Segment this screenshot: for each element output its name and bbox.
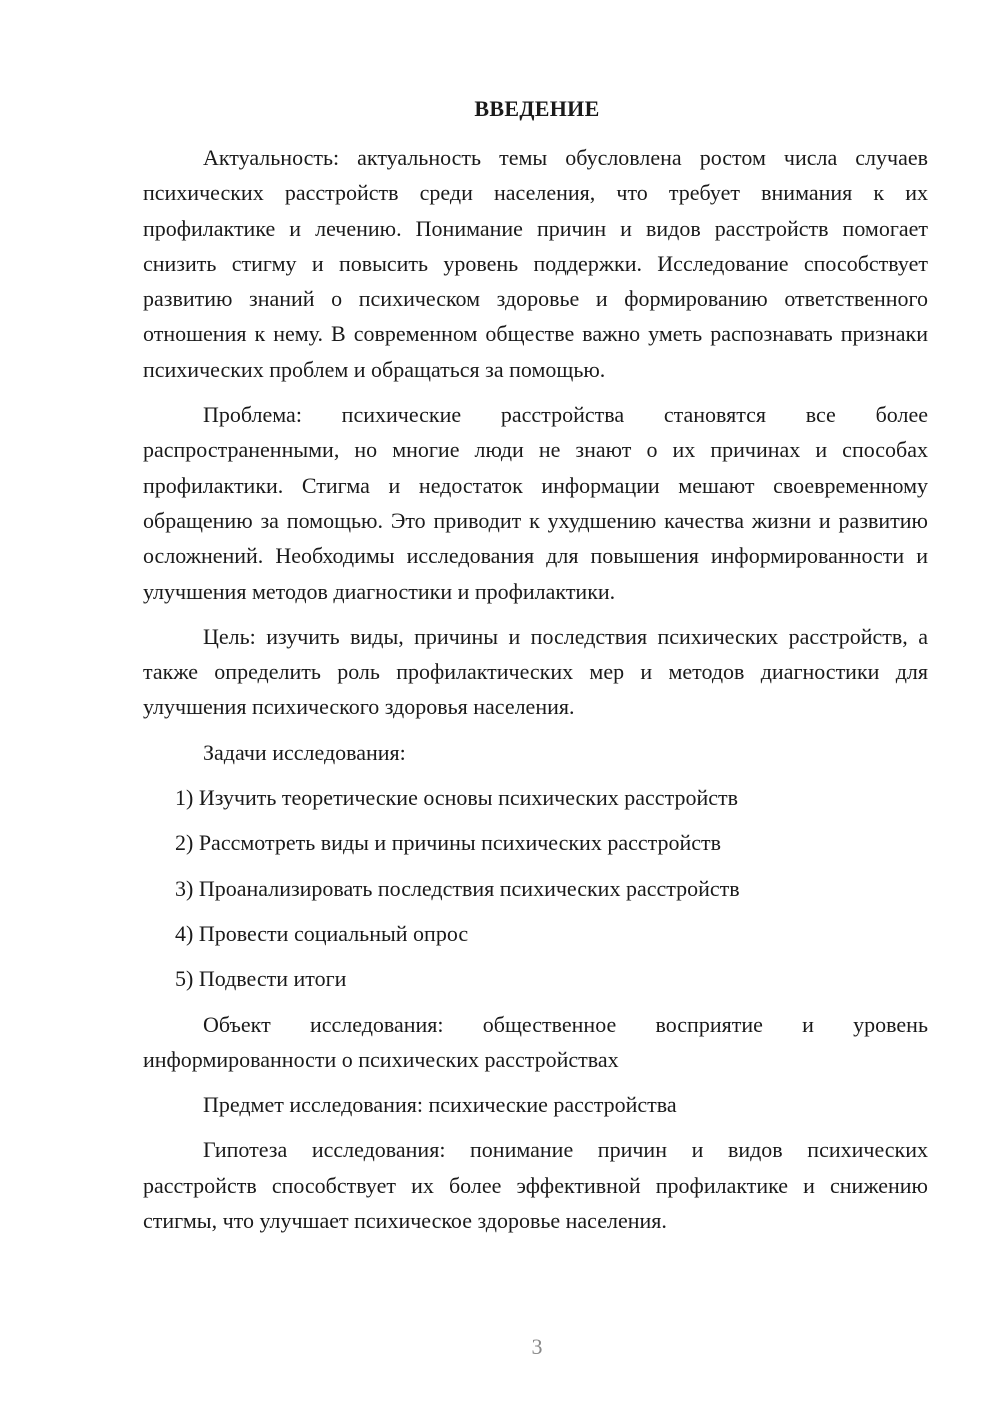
page-title: ВВЕДЕНИЕ	[474, 96, 600, 121]
list-item: 3) Проанализировать последствия психических расстройств	[175, 875, 740, 901]
tasks-list	[143, 780, 928, 996]
goal-paragraph: Цель: изучить виды, причины и последствия психических расстройств, а также определить роль профилактических мер и методов диагностики для улучшения психического здоровья населения.	[143, 623, 928, 720]
relevance-paragraph: Актуальность: актуальность темы обусловлена ростом числа случаев психических расстройств среди населения, что требует внимания к их профилактике и лечению. Понимание причин и видов расстройств помогает снизить стигму и повысить уровень поддержки. Исследование способствует развитию знаний о психическом здоровье и формированию ответственного отношения к нему. В современном обществе важно уметь распознавать признаки психических проблем и обращаться за помощью.	[143, 145, 928, 382]
page-number: 3	[531, 1334, 543, 1359]
tasks-heading: Задачи исследования:	[203, 739, 406, 765]
list-item: 1) Изучить теоретические основы психических расстройств	[175, 785, 738, 811]
list-item: 4) Провести социальный опрос	[175, 920, 469, 946]
hypothesis-paragraph: Гипотеза исследования: понимание причин и видов психических расстройств способствует их более эффективной профилактике и снижению стигмы, что улучшает психическое здоровье населения.	[143, 1137, 928, 1234]
document-body	[143, 140, 928, 1248]
list-item: 2) Рассмотреть виды и причины психических расстройств	[175, 830, 722, 856]
list-item: 5) Подвести итоги	[175, 966, 347, 992]
problem-paragraph: Проблема: психические расстройства становятся все более распространенными, но многие люди не знают о их причинах и способах профилактики. Стигма и недостаток информации мешают своевременному обращению за помощью. Это приводит к ухудшению качества жизни и развитию осложнений. Необходимы исследования для повышения информированности и улучшения методов диагностики и профилактики.	[143, 402, 928, 604]
subject-paragraph: Предмет исследования: психические расстройства	[203, 1092, 677, 1118]
object-paragraph: Объект исследования: общественное восприятие и уровень информированности о психических расстройствах	[143, 1011, 928, 1072]
